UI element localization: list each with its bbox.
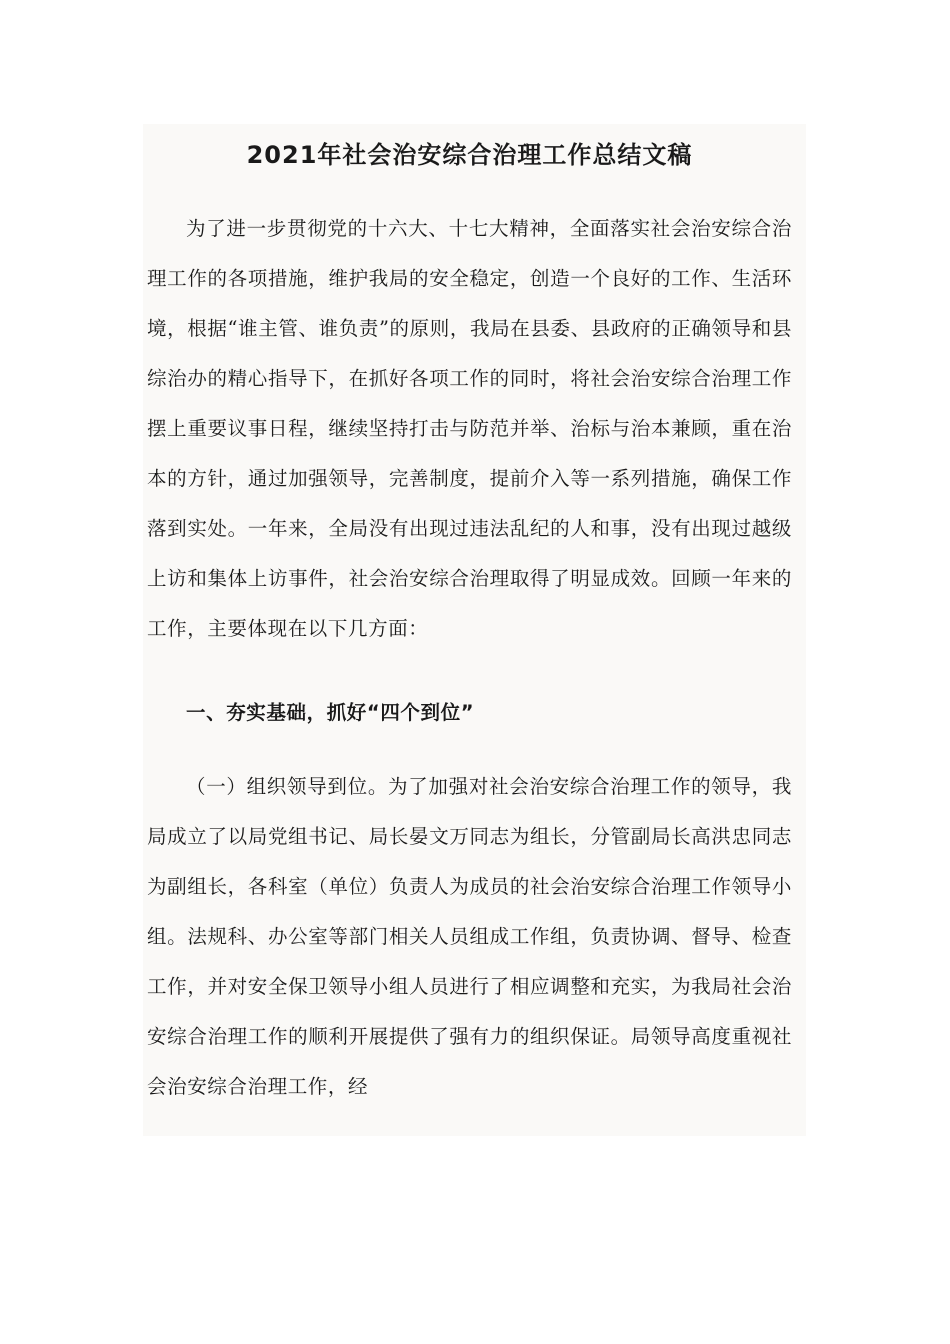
section-paragraph: （一）组织领导到位。为了加强对社会治安综合治理工作的领导，我局成立了以局党组书记、局长晏文万同志为组长，分管副局长高洪忠同志为副组长，各科室（单位）负责人为成员的社会治安综合治理工作领导小组。法规科、办公室等部门相关人员组成工作组，负责协调、督导、检查工作，并对安全保卫领导小组人员进行了相应调整和充实，为我局社会治安综合治理工作的顺利开展提供了强有力的组织保证。局领导高度重视社会治安综合治理工作，经	[147, 775, 792, 1098]
document-title: 2021年社会治安综合治理工作总结文稿	[246, 141, 693, 169]
section-heading: 一、夯实基础，抓好“四个到位”	[186, 701, 475, 724]
intro-paragraph: 为了进一步贯彻党的十六大、十七大精神，全面落实社会治安综合治理工作的各项措施，维护我局的安全稳定，创造一个良好的工作、生活环境，根据“谁主管、谁负责”的原则，我局在县委、县政府的正确领导和县综治办的精心指导下，在抓好各项工作的同时，将社会治安综合治理工作摆上重要议事日程，继续坚持打击与防范并举、治标与治本兼顾，重在治本的方针，通过加强领导，完善制度，提前介入等一系列措施，确保工作落到实处。一年来，全局没有出现过违法乱纪的人和事，没有出现过越级上访和集体上访事件，社会治安综合治理取得了明显成效。回顾一年来的工作，主要体现在以下几方面：	[147, 217, 792, 640]
document-page	[143, 124, 806, 1136]
